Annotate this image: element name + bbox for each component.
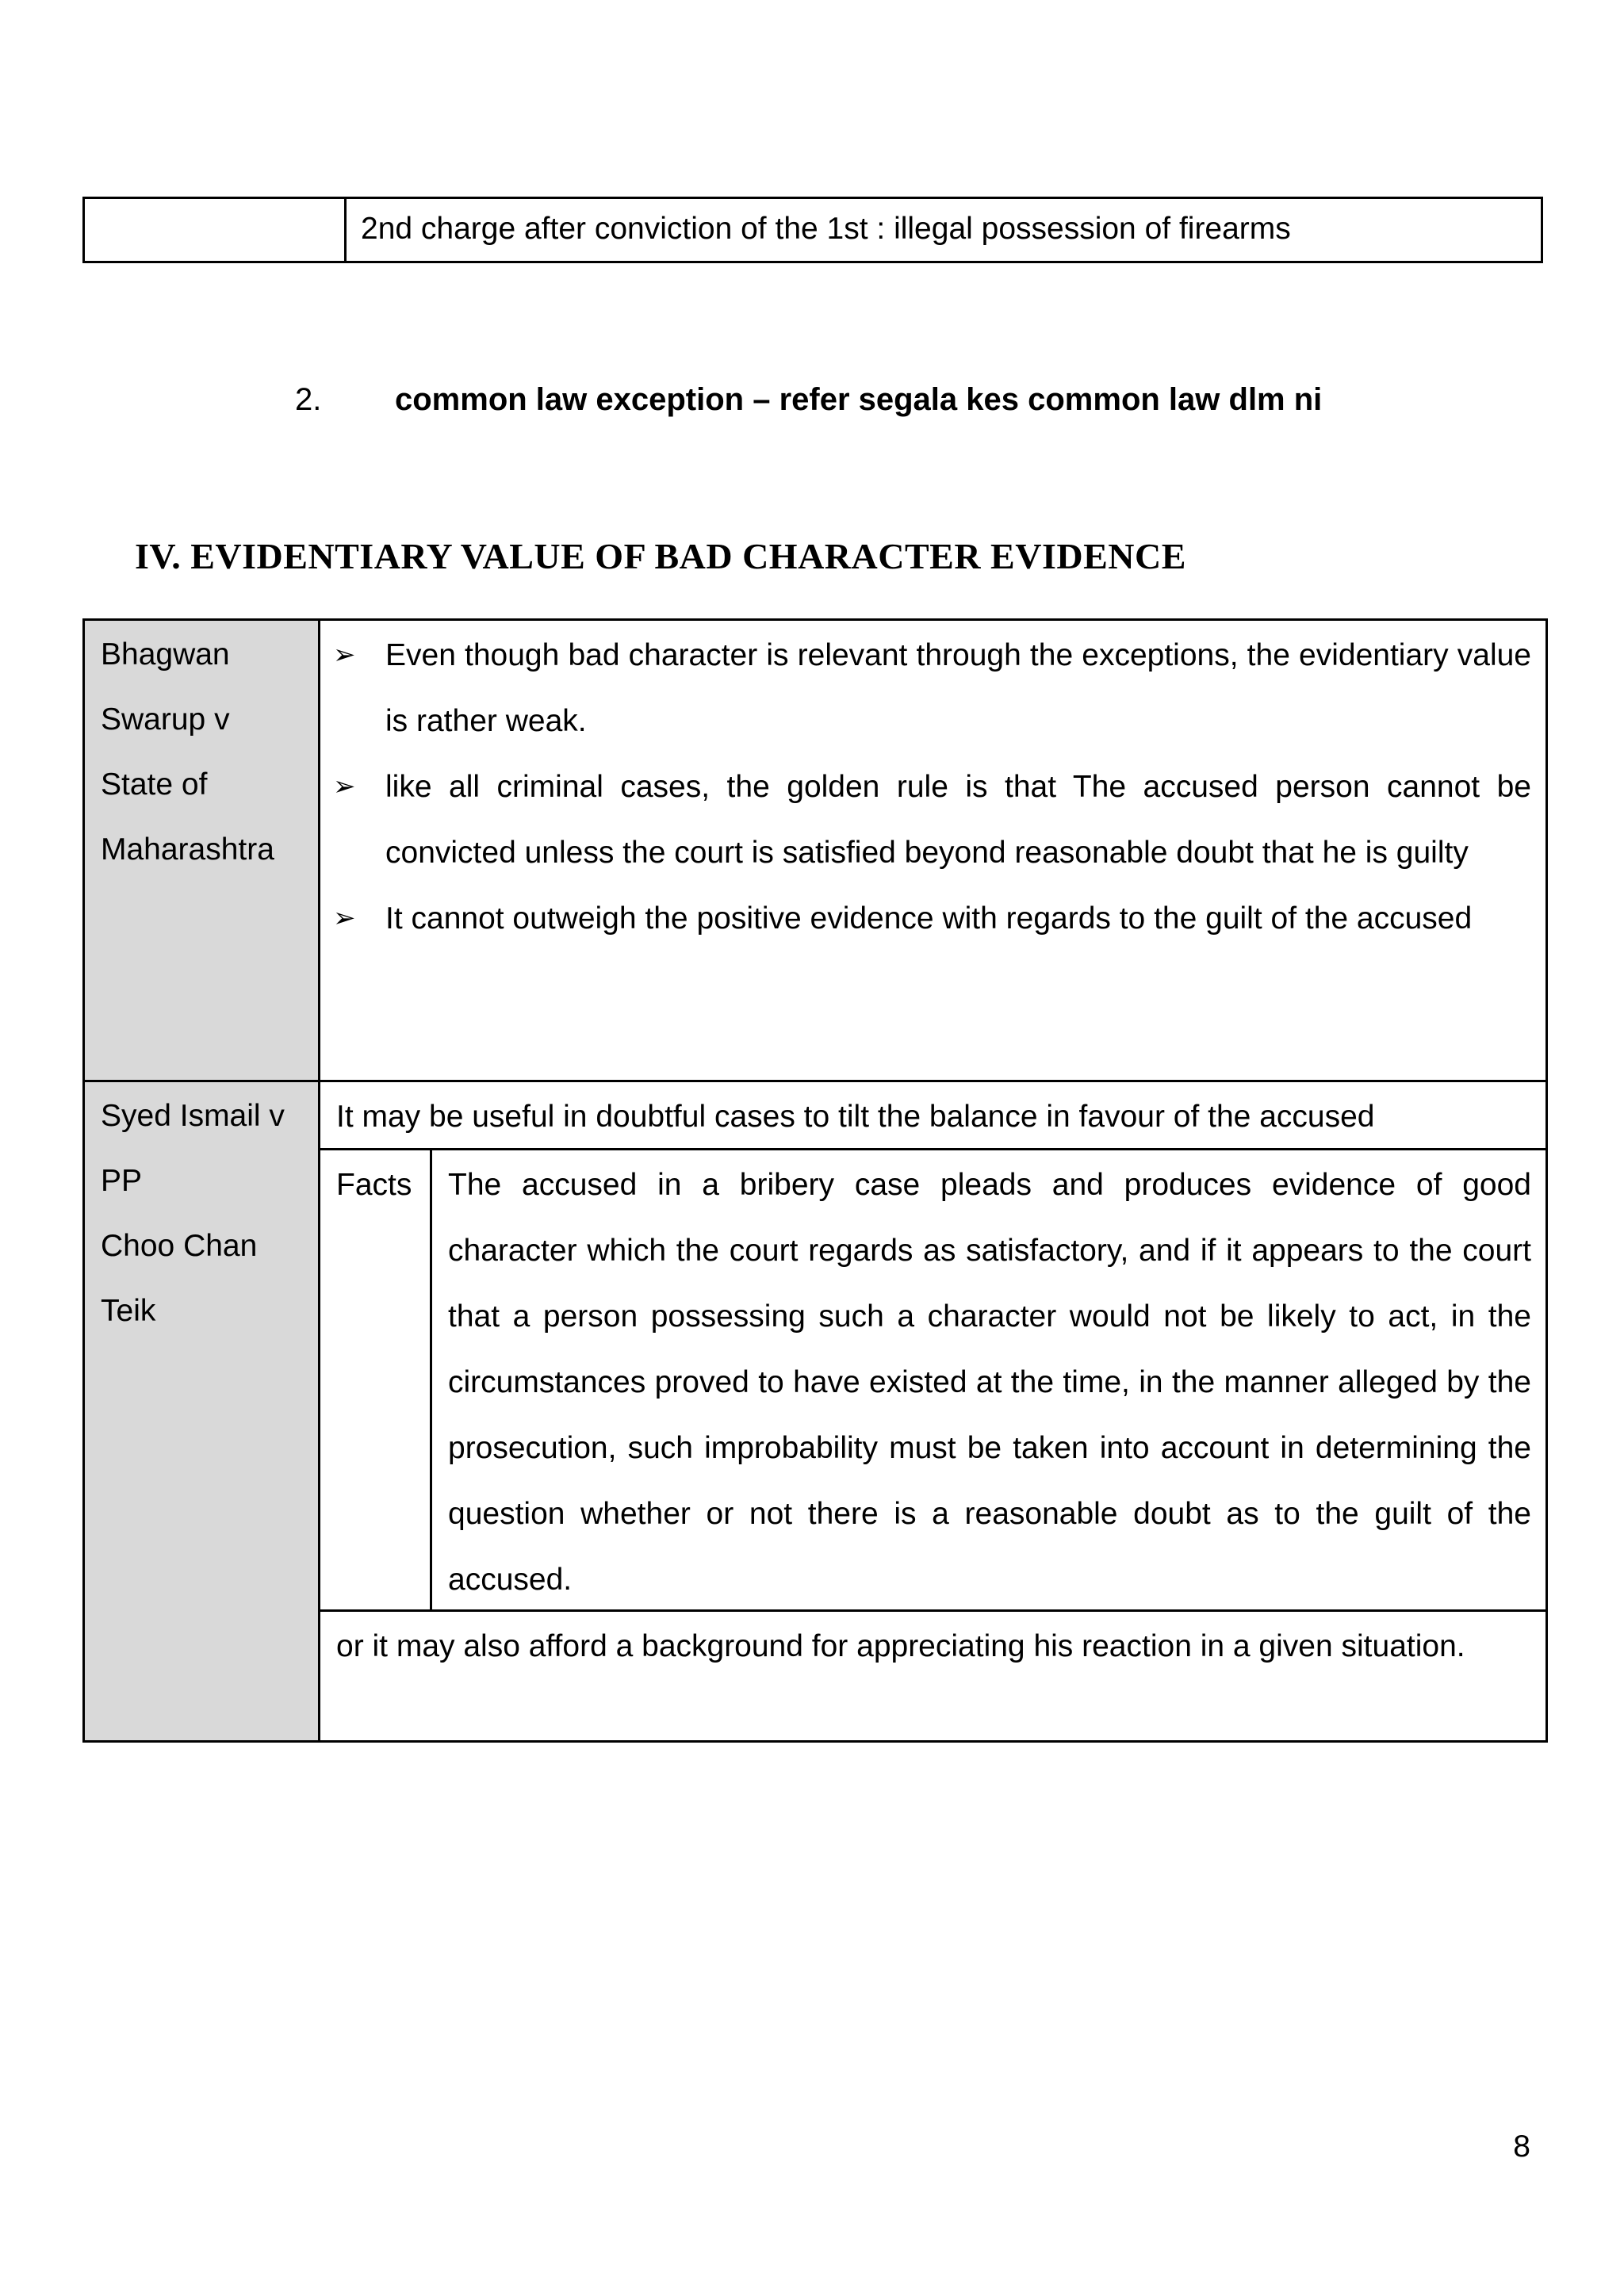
empty-case-cell xyxy=(85,199,347,261)
point-text: common law exception – refer segala kes common law dlm ni xyxy=(395,382,1323,417)
case-name-line: State of xyxy=(101,767,208,802)
section-heading: IV. EVIDENTIARY VALUE OF BAD CHARACTER EVIDENCE xyxy=(135,536,1186,576)
case-name-line: Syed Ismail v xyxy=(101,1099,285,1133)
facts-label: Facts xyxy=(320,1150,432,1609)
case-name-line: Choo Chan xyxy=(101,1229,258,1263)
arrow-bullet-icon: ➢ xyxy=(333,903,356,933)
charge-note: 2nd charge after conviction of the 1st : illegal possession of firearms xyxy=(361,212,1291,246)
arrow-bullet-icon: ➢ xyxy=(333,640,356,670)
evidence-table xyxy=(82,618,1548,1743)
page-number: 8 xyxy=(1513,2130,1530,2164)
case-name-line: Bhagwan xyxy=(101,637,230,672)
list-item-text: It cannot outweigh the positive evidence with regards to the guilt of the accused xyxy=(385,901,1473,936)
useful-note: It may be useful in doubtful cases to tilt the balance in favour of the accused xyxy=(320,1082,1545,1150)
point-number: 2. xyxy=(295,382,322,417)
case-name-line: Teik xyxy=(101,1294,156,1328)
bullet-list xyxy=(320,621,1545,1082)
background-note: or it may also afford a background for appreciating his reaction in a given situation. xyxy=(336,1629,1465,1663)
list-item xyxy=(333,886,1531,951)
case-name-bhagwan-swarup xyxy=(85,621,320,1082)
case-name-line: Maharashtra xyxy=(101,832,274,867)
list-item-text: Even though bad character is relevant through the exceptions, the evidentiary value is rather weak. xyxy=(385,638,1531,738)
list-item xyxy=(333,754,1531,886)
case-name-line: Swarup v xyxy=(101,702,230,737)
facts-row xyxy=(320,1150,1545,1612)
case-name-syed-ismail xyxy=(85,1082,320,1740)
arrow-bullet-icon: ➢ xyxy=(333,771,356,802)
list-item xyxy=(333,622,1531,754)
facts-text: The accused in a bribery case pleads and produces evidence of good character which the court regards as satisfactory, and if it appears to the court that a person possessing such a character would not be likely to act, in the circumstances proved to have existed at the time, in the manner alleged by the prosecution, such improbability must be taken into account in determining the question whether or not there is a reasonable doubt as to the guilt of the accused. xyxy=(448,1168,1531,1597)
list-item-text: like all criminal cases, the golden rule is that The accused person cannot be convicted unless the court is satisfied beyond reasonable doubt that he is guilty xyxy=(385,770,1531,870)
numbered-point xyxy=(0,376,1624,423)
continuation-table xyxy=(82,197,1543,263)
case-name-line: PP xyxy=(101,1164,143,1198)
